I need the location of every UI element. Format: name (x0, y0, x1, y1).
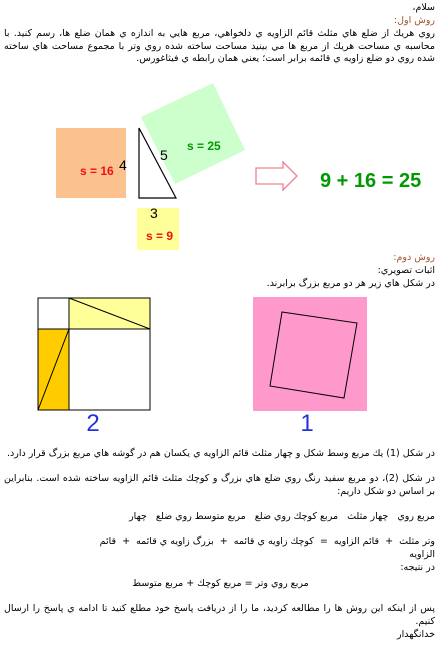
explanation-1: در شكل (1) يك مربع وسط شكل و چهار مثلث قائم الزاويه ي يكسان هم در گوشه هاي مربع بزرگ قرار دارد. (6, 448, 435, 459)
square-c-label: s = 25 (187, 139, 221, 153)
signoff: خدانگهدار (397, 629, 435, 640)
side-a-label: 4 (119, 157, 127, 173)
inner-tilted-square (270, 312, 357, 398)
greeting: سلام، (412, 2, 435, 13)
pythagoras-squares-figure (0, 80, 441, 255)
square-a-label: s = 16 (80, 164, 114, 178)
side-c-label: 5 (160, 147, 168, 163)
equation-label: 9 + 16 = 25 (320, 170, 422, 192)
figure-2-number: 2 (86, 410, 100, 437)
proof-figure-2 (36, 296, 152, 412)
method1-heading: روش اول: (393, 15, 435, 26)
result-equation: مربع روي وتر = مربع كوچك + مربع متوسط (132, 578, 309, 589)
explanation-2: در شكل (2)، دو مربع سفيد رنگ روي ضلع هاي بزرگ و كوچك مثلث قائم الزاويه ساخته شده است. بنابراين بر اساس دو شكل داريم: (4, 473, 435, 497)
method2-caption: در شكل هاي زير هر دو مربع بزرگ برابرند. (266, 278, 435, 289)
side-b-label: 3 (150, 205, 158, 221)
equation-line-3: الزاويه (409, 549, 435, 560)
closing-text: پس از اينكه اين روش ها را مطالعه كرديد، ما را از دريافت پاسخ خود مطلع كنيد تا ادامه ي پاسخ را ارسال كنيم. (4, 603, 435, 627)
method2-heading: روش دوم: (393, 252, 435, 263)
proof-figure-1 (252, 296, 368, 412)
equation-line-2: وتر مثلث + قائم الزاويه = كوچك زاويه ي قائمه + بزرگ زاويه ي قائمه + قائم (99, 536, 435, 547)
square-b-label: s = 9 (146, 229, 174, 243)
method2-subheading: اثبات تصويري: (377, 265, 435, 276)
result-label: در نتيجه: (400, 562, 435, 573)
square-a (56, 128, 126, 198)
figure-1-number: 1 (300, 410, 314, 437)
arrow-icon (256, 162, 297, 190)
equation-line-1: مربع روي چهار مثلث مربع كوچك روي ضلع مربع متوسط روي ضلع چهار (129, 511, 435, 522)
method1-body: روي هريك از ضلع هاي مثلث قائم الزاويه ي دلخواهي، مربع هايي به اندازه ي همان ضلع ها، رسم كنيد. با محاسبه ي مساحت هريك از مربع ها مي بينيد مساحت ساخته شده روي وتر با مجموع مساحت هاي ساخته شده روي دو ضلع زاويه ي قائمه برابر است؛ يعني همان رابطه ي فيثاغورس. (4, 28, 435, 64)
